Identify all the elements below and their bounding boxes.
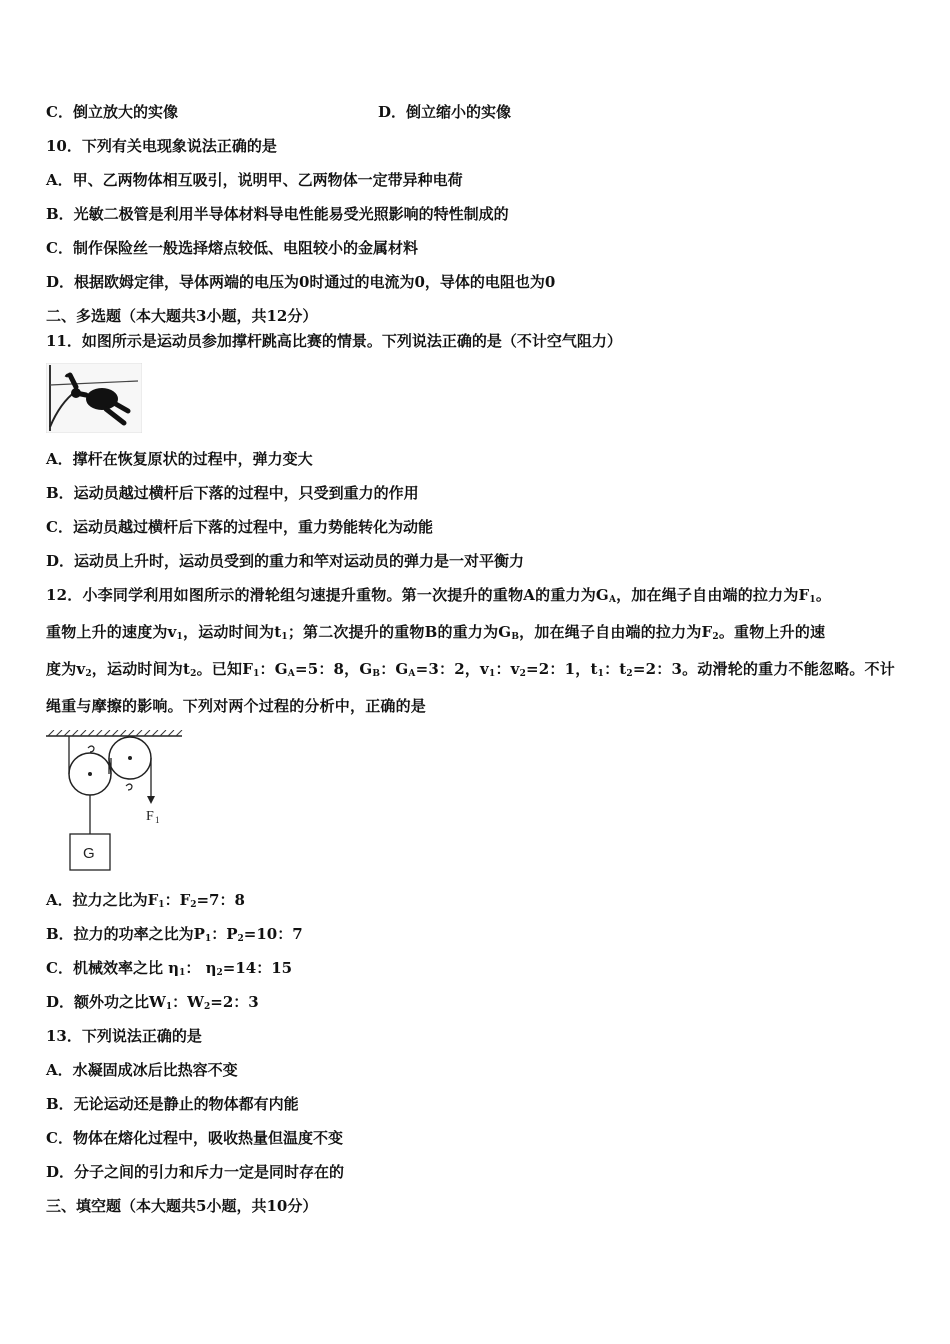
q10-stem: 10．下列有关电现象说法正确的是 bbox=[46, 137, 277, 155]
q13-option-b: B．无论运动还是静止的物体都有内能 bbox=[46, 1095, 299, 1113]
q12-option-b: B．拉力的功率之比为$P_1$：$P_2=10$：7 bbox=[46, 925, 303, 944]
q11-option-c: C．运动员越过横杆后下落的过程中，重力势能转化为动能 bbox=[46, 518, 433, 536]
q11-stem: 11．如图所示是运动员参加撑杆跳高比赛的情景。下列说法正确的是（不计空气阻力） bbox=[46, 332, 622, 350]
q11-option-d: D．运动员上升时，运动员受到的重力和竿对运动员的弹力是一对平衡力 bbox=[46, 552, 525, 570]
athlete-body bbox=[86, 388, 118, 410]
force-label-sub: 1 bbox=[155, 815, 160, 825]
q10-option-d: D．根据欧姆定律，导体两端的电压为0时通过的电流为0，导体的电阻也为0 bbox=[46, 273, 556, 291]
q12-stem-line-2: 重物上升的速度为$v_1$，运动时间为$t_1$；第二次提升的重物B的重力为$G_B$，加在绳子自由端的拉力为$F_2$。重物上升的速 bbox=[46, 623, 826, 642]
q9-option-c: C．倒立放大的实像 bbox=[46, 103, 178, 121]
q11-option-b: B．运动员越过横杆后下落的过程中，只受到重力的作用 bbox=[46, 484, 419, 502]
q10-option-c: C．制作保险丝一般选择熔点较低、电阻较小的金属材料 bbox=[46, 239, 418, 257]
q12-stem-line-3: 度为$v_2$，运动时间为$t_2$。已知$F_1$：$G_A=5$：8，$G_B$：$G_A=3$：2，$v_1$：$v_2=2$：1，$t_1$：$t_2=2$：3。动滑轮的重力不能忽略。不计 bbox=[46, 660, 895, 679]
q10-option-a: A．甲、乙两物体相互吸引，说明甲、乙两物体一定带异种电荷 bbox=[46, 171, 463, 189]
force-arrow bbox=[147, 796, 155, 804]
q12-option-a: A．拉力之比为$F_1$：$F_2=7$：8 bbox=[46, 891, 245, 910]
q12-option-c: C．机械效率之比 $\eta_1$： $\eta_2=14$：15 bbox=[46, 959, 293, 978]
pulley-system-figure bbox=[44, 730, 184, 875]
force-label: F bbox=[146, 809, 154, 824]
q12-option-d: D．额外功之比$W_1$：$W_2=2$：3 bbox=[46, 993, 259, 1012]
section-3-heading: 三、填空题（本大题共5小题，共10分） bbox=[46, 1197, 318, 1215]
q9-option-d: D．倒立缩小的实像 bbox=[378, 103, 512, 121]
q13-option-a: A．水凝固成冰后比热容不变 bbox=[46, 1061, 238, 1079]
weight-label: G bbox=[83, 845, 95, 862]
pole-vault-figure bbox=[46, 363, 142, 433]
q13-option-d: D．分子之间的引力和斥力一定是同时存在的 bbox=[46, 1163, 345, 1181]
q13-option-c: C．物体在熔化过程中，吸收热量但温度不变 bbox=[46, 1129, 343, 1147]
section-2-heading: 二、多选题（本大题共3小题，共12分） bbox=[46, 307, 318, 325]
q12-stem-line-1: 12．小李同学利用如图所示的滑轮组匀速提升重物。第一次提升的重物A的重力为$G_A$，加在绳子自由端的拉力为$F_1$。 bbox=[46, 586, 832, 605]
q11-option-a: A．撑杆在恢复原状的过程中，弹力变大 bbox=[46, 450, 313, 468]
q13-stem: 13．下列说法正确的是 bbox=[46, 1027, 202, 1045]
q12-stem-line-4: 绳重与摩擦的影响。下列对两个过程的分析中，正确的是 bbox=[46, 697, 427, 715]
q10-option-b: B．光敏二极管是利用半导体材料导电性能易受光照影响的特性制成的 bbox=[46, 205, 509, 223]
